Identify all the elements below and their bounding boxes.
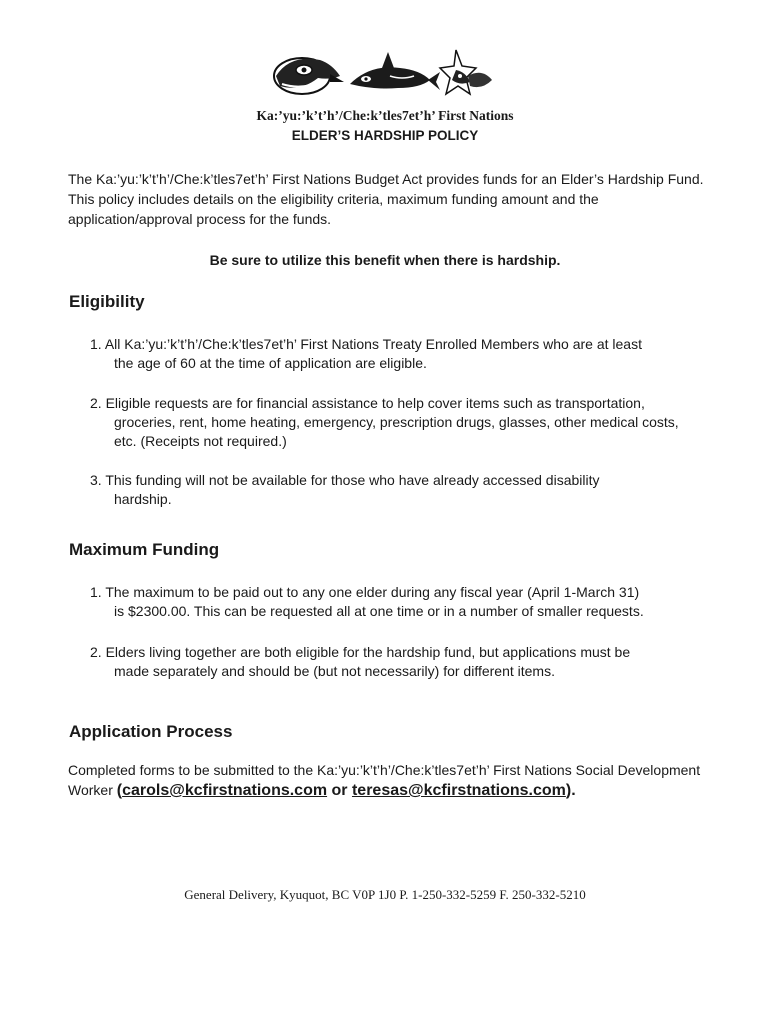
item-text-cont: made separately and should be (but not necessarily) for different items. [114,663,555,679]
email-link-teresas[interactable]: teresas@kcfirstnations.com [351,782,566,799]
open-paren: ( [116,782,123,799]
item-text-cont: hardship. [114,491,172,507]
item-text-cont: is $2300.00. This can be requested all at one time or in a number of smaller requests. [114,603,644,619]
eligibility-item [90,394,700,451]
item-text: Eligible requests are for financial assistance to help cover items such as transportation, [105,395,645,411]
organization-name: Ka:’yu:’k’t’h’/Che:k’tles7et’h’ First Nations [256,108,514,123]
item-number: 1. [90,336,102,352]
thunderbird-head-icon [274,58,344,94]
email-link-carols[interactable]: carols@kcfirstnations.com [122,782,328,799]
policy-title: ELDER’S HARDSHIP POLICY [291,128,479,143]
funding-item [90,643,700,681]
application-text: Completed forms to be submitted to the Ka:’yu:’k’t’h’/Che:k’tles7et’h’ First Nations Social Development Worker [68,762,701,798]
item-number: 3. [90,472,102,488]
item-text-cont: the age of 60 at the time of application are eligible. [114,355,427,371]
funding-item [90,583,700,621]
killer-whale-icon [350,52,440,90]
application-paragraph [68,760,728,801]
item-text: Elders living together are both eligible for the hardship fund, but applications must be [105,644,631,660]
reminder-text: Be sure to utilize this benefit when there is hardship. [209,252,561,268]
item-text: This funding will not be available for those who have already accessed disability [105,472,600,488]
eligibility-heading: Eligibility [69,292,145,311]
eligibility-item [90,335,700,373]
eagle-crest-icon [440,50,492,94]
application-process-heading: Application Process [69,722,233,741]
item-text: The maximum to be paid out to any one elder during any fiscal year (April 1-March 31) [105,584,640,600]
item-number: 2. [90,395,102,411]
maximum-funding-heading: Maximum Funding [69,540,220,559]
eligibility-item [90,471,700,509]
close-paren: ). [565,782,576,799]
footer-address: General Delivery, Kyuquot, BC V0P 1J0 P. 1-250-332-5259 F. 250-332-5210 [184,887,586,902]
intro-paragraph: The Ka:’yu:’k’t’h’/Che:k’tles7et’h’ First Nations Budget Act provides funds for an Elder’s Hardship Fund. This policy includes details on the eligibility criteria, maximum funding amount and the application/approval process for the funds. [68,171,704,227]
first-nations-logo [270,46,500,102]
or-conjunction: or [327,782,352,799]
item-text: All Ka:’yu:’k’t’h’/Che:k’tles7et’h’ First Nations Treaty Enrolled Members who are at least [104,336,642,352]
item-number: 2. [90,644,102,660]
item-number: 1. [90,584,102,600]
item-text-cont: groceries, rent, home heating, emergency, prescription drugs, glasses, other medical costs, etc. (Receipts not required.) [114,414,679,449]
